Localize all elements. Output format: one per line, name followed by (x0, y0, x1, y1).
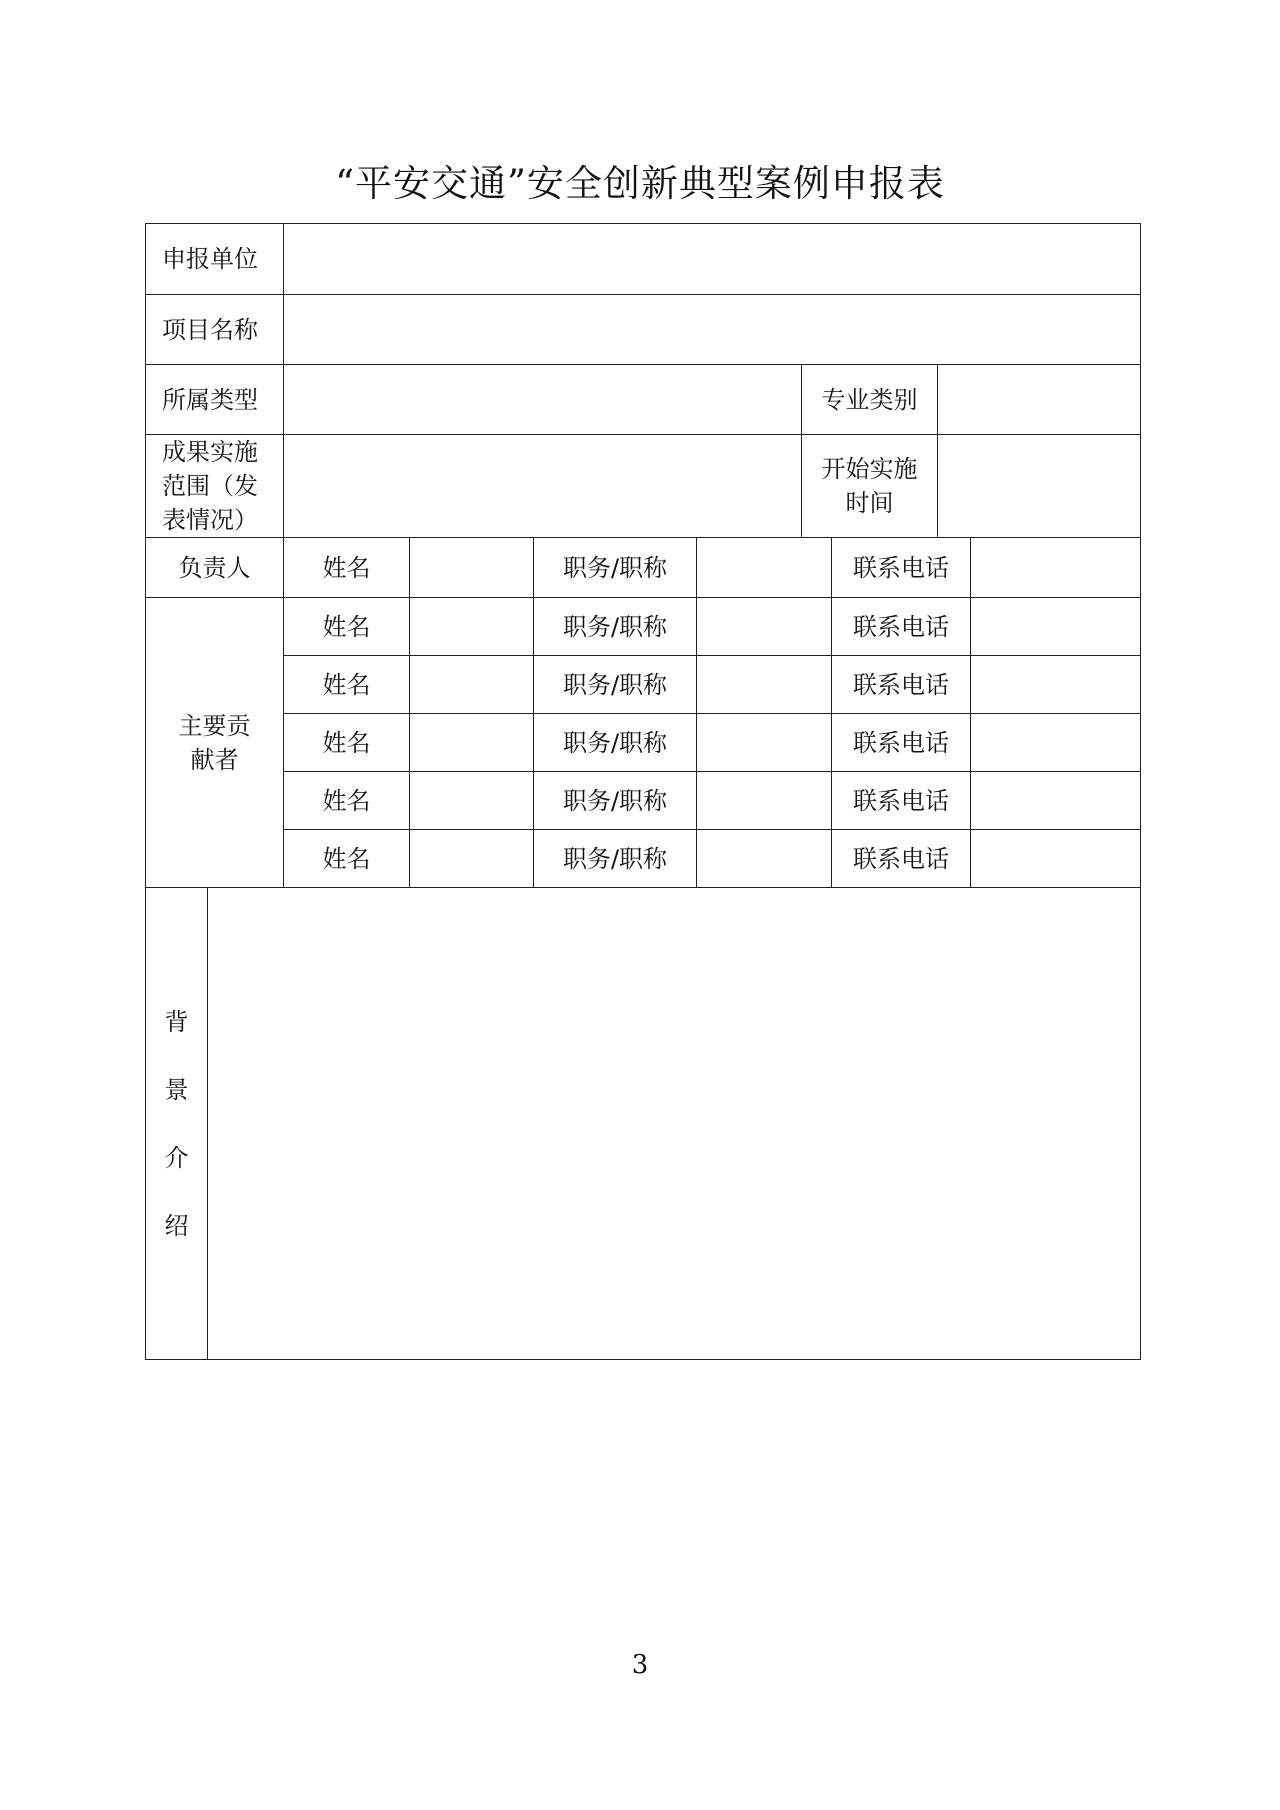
row-category (146, 365, 1141, 435)
contributor-name-label: 姓名 (284, 772, 410, 830)
scope-label-text: 成果实施范围（发表情况） (162, 438, 258, 534)
category-label: 所属类型 (146, 365, 284, 435)
contributor-phone-field[interactable] (971, 714, 1141, 772)
leader-label: 负责人 (146, 538, 284, 598)
contributor-title-label: 职务/职称 (534, 598, 697, 656)
leader-title-label: 职务/职称 (534, 538, 697, 598)
contributor-phone-label: 联系电话 (832, 598, 971, 656)
contributor-phone-label: 联系电话 (832, 656, 971, 714)
leader-phone-field[interactable] (971, 538, 1141, 598)
contributor-phone-label: 联系电话 (832, 830, 971, 888)
contributor-phone-field[interactable] (971, 772, 1141, 830)
contributor-name-field[interactable] (410, 772, 534, 830)
start-time-label (802, 435, 938, 538)
contributor-name-field[interactable] (410, 714, 534, 772)
leader-title-field[interactable] (697, 538, 832, 598)
contributor-row (146, 772, 1141, 830)
leader-name-label: 姓名 (284, 538, 410, 598)
contributor-title-label: 职务/职称 (534, 772, 697, 830)
contributor-name-label: 姓名 (284, 598, 410, 656)
specialty-label: 专业类别 (802, 365, 938, 435)
contributor-phone-field[interactable] (971, 598, 1141, 656)
contributor-phone-field[interactable] (971, 830, 1141, 888)
contributor-row (146, 656, 1141, 714)
start-time-label-text: 开始实施时间 (821, 455, 918, 517)
contributors-label-text: 主要贡献者 (178, 711, 251, 774)
background-label (146, 888, 208, 1360)
background-field[interactable] (208, 888, 1141, 1360)
row-background (146, 888, 1141, 1360)
contributor-phone-label: 联系电话 (832, 714, 971, 772)
contributor-title-field[interactable] (697, 830, 832, 888)
contributor-phone-label: 联系电话 (832, 772, 971, 830)
project-name-field[interactable] (284, 295, 1141, 365)
contributor-name-label: 姓名 (284, 714, 410, 772)
background-label-text: 背景介绍 (164, 1007, 189, 1240)
row-leader (146, 538, 1141, 598)
contributor-phone-field[interactable] (971, 656, 1141, 714)
contributor-row (146, 598, 1141, 656)
contributor-row (146, 714, 1141, 772)
contributor-name-label: 姓名 (284, 656, 410, 714)
row-project-name (146, 295, 1141, 365)
specialty-field[interactable] (938, 365, 1141, 435)
contributors-label (146, 598, 284, 888)
contributor-title-label: 职务/职称 (534, 714, 697, 772)
leader-phone-label: 联系电话 (832, 538, 971, 598)
row-scope (146, 435, 1141, 538)
contributor-name-field[interactable] (410, 656, 534, 714)
contributor-title-field[interactable] (697, 772, 832, 830)
contributor-name-label: 姓名 (284, 830, 410, 888)
scope-field[interactable] (284, 435, 802, 538)
contributor-title-label: 职务/职称 (534, 656, 697, 714)
scope-label (146, 435, 284, 538)
contributor-title-label: 职务/职称 (534, 830, 697, 888)
category-field[interactable] (284, 365, 802, 435)
page-title: “平安交通”安全创新典型案例申报表 (335, 162, 945, 205)
applicant-unit-label: 申报单位 (146, 224, 284, 295)
leader-name-field[interactable] (410, 538, 534, 598)
contributor-name-field[interactable] (410, 598, 534, 656)
applicant-unit-field[interactable] (284, 224, 1141, 295)
contributor-title-field[interactable] (697, 656, 832, 714)
page-number: 3 (631, 1650, 649, 1680)
row-applicant-unit (146, 224, 1141, 295)
project-name-label: 项目名称 (146, 295, 284, 365)
contributor-name-field[interactable] (410, 830, 534, 888)
contributor-title-field[interactable] (697, 598, 832, 656)
application-form-table (145, 223, 1141, 1360)
contributor-row (146, 830, 1141, 888)
start-time-field[interactable] (938, 435, 1141, 538)
contributor-title-field[interactable] (697, 714, 832, 772)
